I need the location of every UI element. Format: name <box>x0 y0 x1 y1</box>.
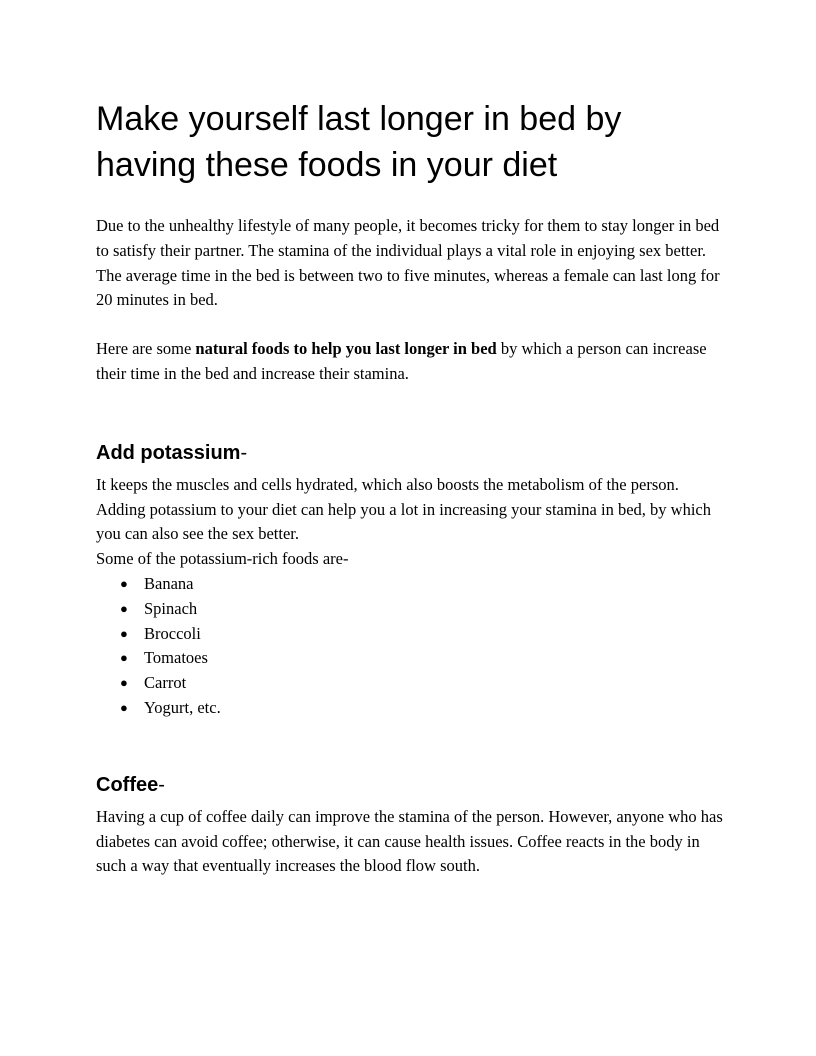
bullet-icon: ● <box>120 675 128 691</box>
intro-paragraph-2 <box>96 337 724 387</box>
potassium-heading-dash: - <box>240 441 248 464</box>
potassium-section-body <box>96 473 724 721</box>
intro-paragraph: Due to the unhealthy lifestyle of many people, it becomes tricky for them to stay longer in bed to satisfy their partner. The stamina of the individual plays a vital role in enjoying sex better. The average time in the bed is between two to five minutes, whereas a female can last long for 20 minutes in bed. <box>96 216 720 310</box>
list-item <box>96 622 724 647</box>
potassium-foods-list <box>96 572 724 721</box>
document-page <box>96 96 724 879</box>
intro-text-after: by which a person can increase their time in the bed and increase their stamina. <box>96 339 707 383</box>
coffee-heading-dash: - <box>158 773 165 796</box>
section-heading-coffee <box>96 771 724 799</box>
bullet-icon: ● <box>120 625 128 641</box>
list-item <box>96 671 724 696</box>
bullet-icon: ● <box>120 575 128 591</box>
potassium-heading-text: Add potassium <box>96 441 241 464</box>
bullet-icon: ● <box>120 699 128 715</box>
list-item-label: Broccoli <box>144 623 201 643</box>
coffee-section-body <box>96 805 724 879</box>
potassium-list-intro: Some of the potassium-rich foods are- <box>96 549 349 569</box>
list-item-label: Spinach <box>144 598 198 618</box>
list-item-label: Tomatoes <box>144 648 208 668</box>
list-item <box>96 646 724 671</box>
list-item-label: Carrot <box>144 673 187 693</box>
list-item-label: Banana <box>144 573 194 593</box>
coffee-heading-text: Coffee <box>96 773 159 796</box>
intro-bold-phrase: natural foods to help you last longer in bed <box>195 339 497 359</box>
bullet-icon: ● <box>120 600 128 616</box>
bullet-icon: ● <box>120 650 128 666</box>
page-title: Make yourself last longer in bed by having these foods in your diet <box>96 100 622 184</box>
section-heading-potassium <box>96 439 724 467</box>
list-item <box>96 572 724 597</box>
list-item <box>96 597 724 622</box>
coffee-paragraph: Having a cup of coffee daily can improve the stamina of the person. However, anyone who has diabetes can avoid coffee; otherwise, it can cause health issues. Coffee reacts in the body in such a way that eventually increases the blood flow south. <box>96 806 723 876</box>
intro-text-before: Here are some <box>96 339 196 359</box>
list-item-label: Yogurt, etc. <box>144 697 221 717</box>
list-item <box>96 696 724 721</box>
potassium-paragraph: It keeps the muscles and cells hydrated, which also boosts the metabolism of the person. Adding potassium to your diet can help you a lot in increasing your stamina in bed, by which you can also see the sex better. <box>96 474 711 544</box>
